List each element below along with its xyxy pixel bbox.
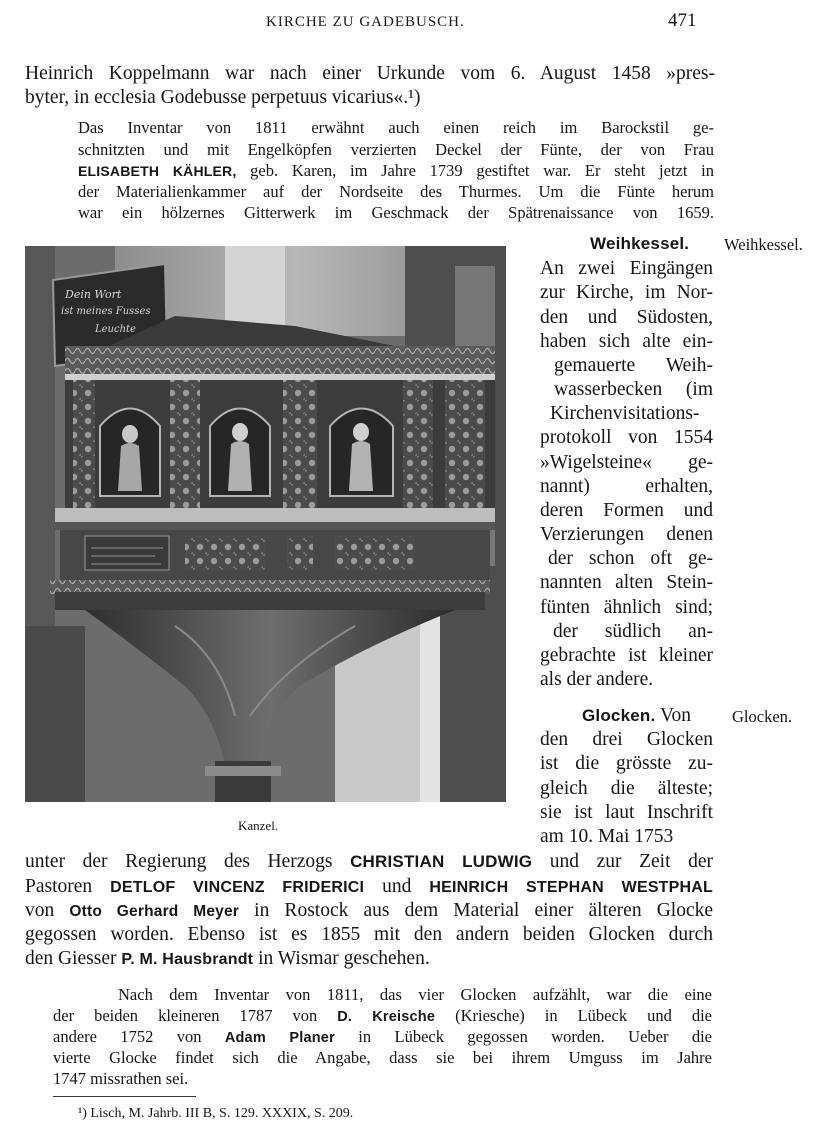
figure-caption: Kanzel. <box>238 818 279 833</box>
inventory-note-line-1: Das Inventar von 1811 erwähnt auch einen reich im Barockstil ge- <box>78 118 714 137</box>
bells-inventory-line-4: vierte Glocke findet sich die Angabe, dass sie bei ihrem Umguss im Jahre <box>53 1048 712 1067</box>
bell-paragraph-line-3: von Otto Gerhard Meyer in Rostock aus dem Material einer älteren Glocke <box>25 900 714 921</box>
sidenote-weihkessel: Weihkessel. <box>724 235 803 254</box>
sign-line-3: Leuchte <box>95 324 136 335</box>
inventory-note-line-4: der Materialienkammer auf der Nordseite des Thurmes. Um die Fünte herum <box>78 182 714 201</box>
glocken-line: ist die grösste zu- <box>540 753 713 774</box>
weihkessel-line: als der andere. <box>540 669 654 690</box>
weihkessel-line: wasserbecken (im <box>554 379 713 400</box>
top-paragraph-line-1: Heinrich Koppelmann war nach einer Urkunde vom 6. August 1458 »pres- <box>25 63 715 84</box>
weihkessel-line: den und Südosten, <box>540 307 713 328</box>
top-paragraph-line-2: byter, in ecclesia Godebusse perpetuus vicarius«.¹) <box>25 87 421 108</box>
weihkessel-line: fünten ähnlich sind; <box>540 597 713 618</box>
weihkessel-line: gebrachte ist kleiner <box>540 645 713 666</box>
weihkessel-line: nannten alten Stein- <box>540 572 713 593</box>
weihkessel-line: Kirchenvisitations- <box>550 403 700 424</box>
running-header: KIRCHE ZU GADEBUSCH. <box>266 14 465 30</box>
founder-name: Otto Gerhard Meyer <box>69 903 240 920</box>
duke-name: CHRISTIAN LUDWIG <box>350 852 533 871</box>
founder-name: P. M. Hausbrandt <box>121 951 254 968</box>
pulpit-photo <box>25 246 506 802</box>
footnote: ¹) Lisch, M. Jahrb. III B, S. 129. XXXIX, S. 209. <box>78 1106 354 1121</box>
inventory-note-line-3: ELISABETH KÄHLER, geb. Karen, im Jahre 1739 gestiftet war. Er steht jetzt in <box>78 161 714 180</box>
bells-inventory-line-5: 1747 missrathen sei. <box>53 1069 189 1088</box>
bells-inventory-line-1: Nach dem Inventar von 1811, das vier Glocken aufzählt, war die eine <box>118 985 712 1004</box>
weihkessel-line: An zwei Eingängen <box>540 258 713 279</box>
bells-inventory-line-3: andere 1752 von Adam Planer in Lübeck gegossen worden. Ueber die <box>53 1027 713 1046</box>
glocken-line: gleich die älteste; <box>540 778 713 799</box>
weihkessel-heading: Weihkessel. <box>590 234 690 253</box>
weihkessel-line: »Wigelsteine« ge- <box>540 452 713 473</box>
pulpit-arcades <box>100 409 393 497</box>
sign-line-2: ist meines Fusses <box>61 306 151 317</box>
inventory-note-line-2: schnitzten und mit Engelköpfen verzierten Deckel der Fünte, der von Frau <box>78 140 714 159</box>
donor-name: ELISABETH KÄHLER, <box>78 163 237 179</box>
glocken-heading: Glocken. Von <box>582 705 692 726</box>
weihkessel-line: zur Kirche, im Nor- <box>540 282 713 303</box>
weihkessel-line: Verzierungen denen <box>540 524 713 545</box>
weihkessel-line: haben sich alte ein- <box>540 331 713 352</box>
pastor-name-1: DETLOF VINCENZ FRIDERICI <box>110 879 365 896</box>
bell-paragraph-line-4: gegossen worden. Ebenso ist es 1855 mit den andern beiden Glocken durch <box>25 924 713 945</box>
founder-name: Adam Planer <box>224 1030 335 1046</box>
weihkessel-line: deren Formen und <box>540 500 713 521</box>
sign-line-1: Dein Wort <box>65 288 122 301</box>
bell-paragraph-line-5: den Giesser P. M. Hausbrandt in Wismar geschehen. <box>25 948 430 969</box>
weihkessel-line: protokoll von 1554 <box>540 427 713 448</box>
founder-name: D. Kreische <box>337 1009 436 1025</box>
bell-paragraph-line-1: unter der Regierung des Herzogs CHRISTIAN LUDWIG und zur Zeit der <box>25 851 713 872</box>
weihkessel-line: der südlich an- <box>553 621 713 642</box>
inventory-note-line-5: war ein hölzernes Gitterwerk im Geschmack der Spätrenaissance von 1659. <box>78 203 714 222</box>
pastor-name-2: HEINRICH STEPHAN WESTPHAL <box>429 879 714 896</box>
weihkessel-line: der schon oft ge- <box>548 548 713 569</box>
glocken-line: am 10. Mai 1753 <box>540 826 674 847</box>
glocken-line: den drei Glocken <box>540 729 713 750</box>
weihkessel-line: nannt) erhalten, <box>540 476 713 497</box>
sidenote-glocken: Glocken. <box>732 707 793 726</box>
page-number: 471 <box>668 10 697 31</box>
weihkessel-line: gemauerte Weih- <box>554 355 713 376</box>
glocken-line: sie ist laut Inschrift <box>540 802 713 823</box>
footnote-rule <box>53 1096 196 1097</box>
bell-paragraph-line-2: Pastoren DETLOF VINCENZ FRIDERICI und HEINRICH STEPHAN WESTPHAL <box>25 876 714 897</box>
bells-inventory-line-2: der beiden kleineren 1787 von D. Kreische (Kriesche) in Lübeck und die <box>53 1006 712 1025</box>
